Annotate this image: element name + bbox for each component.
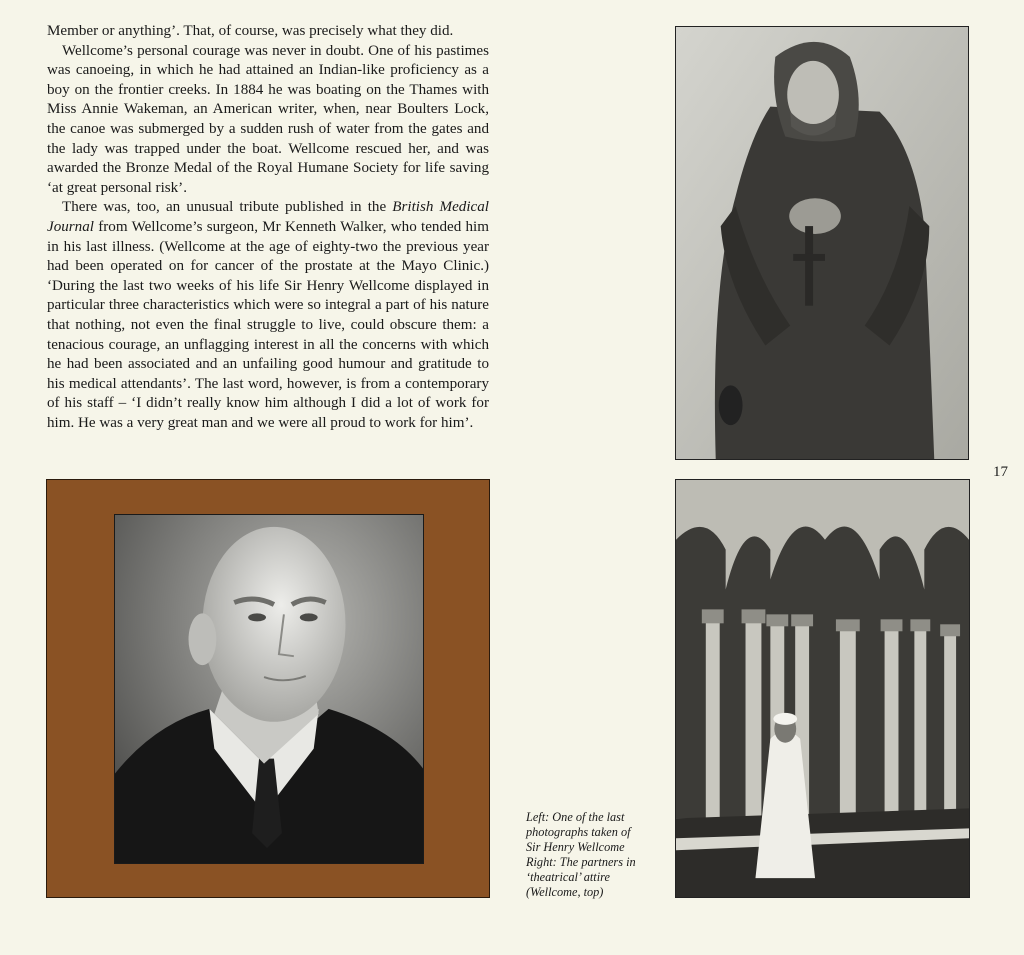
caption-line: Left: One of the last [526, 810, 625, 824]
body-text-column [47, 22, 489, 433]
photo-robed-figure [675, 26, 969, 460]
paragraph-3 [47, 198, 489, 433]
caption-line: (Wellcome, top) [526, 885, 604, 899]
portrait-image [115, 515, 423, 863]
portrait-photo-wellcome [114, 514, 424, 864]
paragraph-1: Member or anything’. That, of course, was precisely what they did. [47, 23, 454, 39]
courtyard-image [676, 480, 969, 897]
page-number: 17 [993, 464, 1008, 480]
paragraph-3-end: from Wellcome’s surgeon, Mr Kenneth Walker, who tended him in his last illness. (Wellcome at the age of eighty-two the previous year had been operated on for cancer of the prostate at the Mayo Clinic.) ‘During the last two weeks of his life Sir Henry Wellcome displayed in particular three characteristics which were so integral a part of his nature that nothing, not even the final struggle to live, could obscure them: a tenacious courage, an unflagging interest in all the concerns with which he had been associated and an unfailing good humour and gratitude to his medical attendants’. The last word, however, is from a contemporary of his staff – ‘I didn’t really know him although I did a lot of work for him. He was a very great man and we were all proud to work for him’. [47, 218, 489, 431]
robed-figure-image [676, 27, 968, 459]
paragraph-3-start: There was, too, an unusual tribute published in the [62, 199, 393, 216]
caption-line: photographs taken of [526, 825, 631, 839]
photo-courtyard-figure [675, 479, 970, 898]
journal-title: British Medical Journal [47, 199, 489, 235]
photo-caption [526, 810, 666, 900]
caption-line: Right: The partners in [526, 855, 636, 869]
paragraph-2: Wellcome’s personal courage was never in doubt. One of his pastimes was canoeing, in which he had attained an Indian-like proficiency as a boy on the frontier creeks. In 1884 he was boating on the Thames with Miss Annie Wakeman, an American writer, when, near Boulters Lock, the canoe was submerged by a sudden rush of water from the gates and the lady was trapped under the boat. Wellcome rescued her, and was awarded the Bronze Medal of the Royal Humane Society for life saving ‘at great personal risk’. [47, 42, 489, 196]
caption-line: ‘theatrical’ attire [526, 870, 610, 884]
portrait-mat [46, 479, 490, 898]
caption-line: Sir Henry Wellcome [526, 840, 625, 854]
